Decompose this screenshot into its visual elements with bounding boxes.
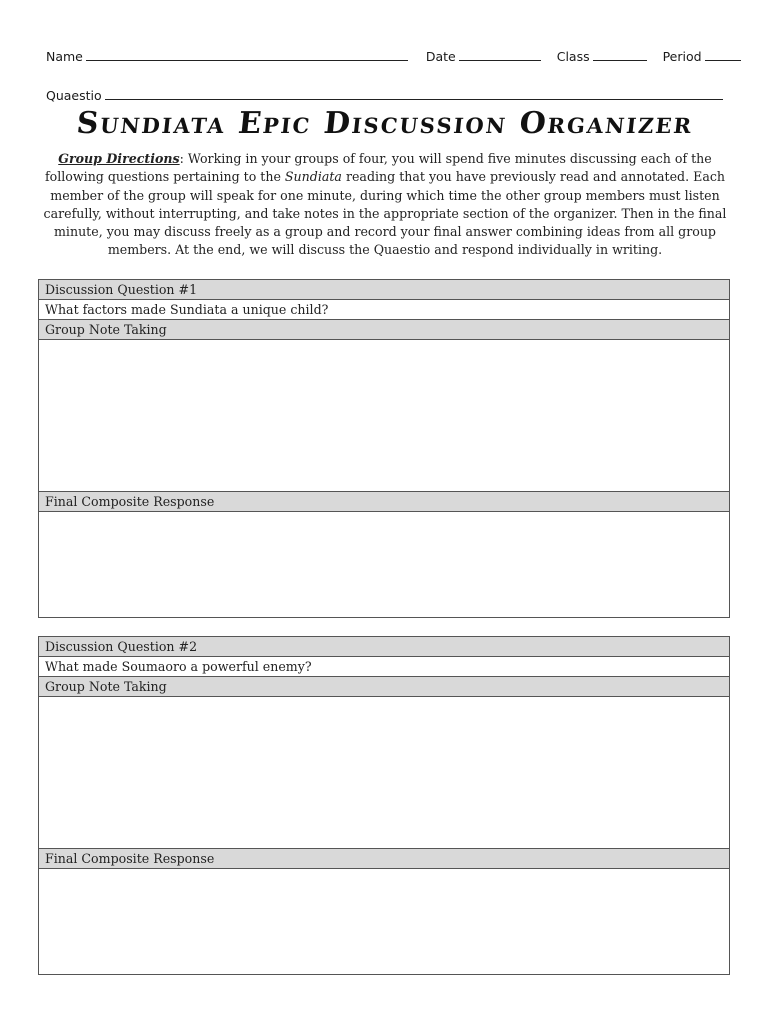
name-label: Name bbox=[46, 49, 83, 64]
period-label: Period bbox=[662, 49, 702, 64]
class-label: Class bbox=[556, 49, 590, 64]
page-title: Sundiata Epic Discussion Organizer bbox=[74, 106, 696, 141]
notes-label: Group Note Taking bbox=[39, 320, 729, 340]
date-field[interactable] bbox=[459, 48, 541, 61]
quaestio-row bbox=[46, 87, 723, 104]
notes-area[interactable] bbox=[39, 340, 729, 492]
quaestio-field[interactable] bbox=[105, 87, 723, 100]
notes-area[interactable] bbox=[39, 697, 729, 849]
notes-label: Group Note Taking bbox=[39, 677, 729, 697]
quaestio-label: Quaestio bbox=[46, 88, 102, 103]
class-field[interactable] bbox=[593, 48, 647, 61]
question-box-1 bbox=[38, 279, 730, 618]
directions-label: Group Directions bbox=[58, 151, 180, 166]
name-field[interactable] bbox=[86, 48, 408, 61]
directions-text-2: reading that you have previously read and annotated. Each member of the group will speak for one minute, during which time the other group members must listen carefully, without interrupting, and take notes in the appropriate section of the organizer. Then in the final minute, you may discuss freely as a group and record your final answer combining ideas from all group members. At the end, we will discuss the Quaestio and respond individually in writing. bbox=[43, 169, 727, 258]
response-area[interactable] bbox=[39, 512, 729, 616]
question-heading: Discussion Question #2 bbox=[39, 637, 729, 657]
directions-text-1: : Working in your groups of four, you will spend five minutes discussing each of the following questions pertaining to the bbox=[45, 151, 712, 185]
question-text: What made Soumaoro a powerful enemy? bbox=[39, 657, 729, 677]
response-label: Final Composite Response bbox=[39, 849, 729, 869]
response-label: Final Composite Response bbox=[39, 492, 729, 512]
response-area[interactable] bbox=[39, 869, 729, 973]
question-box-2 bbox=[38, 636, 730, 975]
directions-italic-title: Sundiata bbox=[284, 169, 342, 185]
group-directions bbox=[40, 150, 730, 260]
header-info-row bbox=[46, 48, 741, 65]
question-text: What factors made Sundiata a unique child? bbox=[39, 300, 729, 320]
date-label: Date bbox=[425, 49, 456, 64]
question-heading: Discussion Question #1 bbox=[39, 280, 729, 300]
period-field[interactable] bbox=[705, 48, 741, 61]
